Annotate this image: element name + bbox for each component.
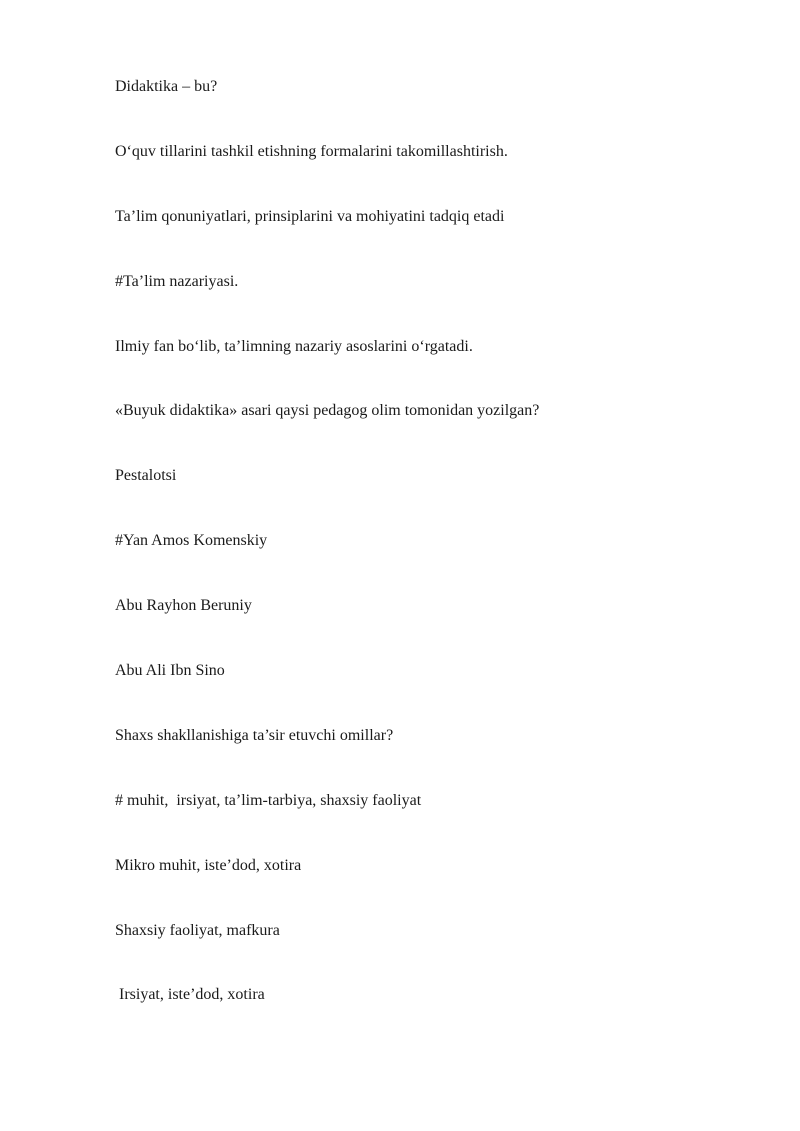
correct-answer-option: # muhit, irsiyat, ta’lim-tarbiya, shaxsiy faoliyat — [115, 791, 422, 809]
question-3: Shaxs shakllanishiga ta’sir etuvchi omillar? — [115, 726, 394, 744]
answer-option: Pestalotsi — [115, 467, 177, 485]
correct-answer-option: #Yan Amos Komenskiy — [115, 532, 268, 550]
answer-option: Shaxsiy faoliyat, mafkura — [115, 921, 280, 939]
answer-option: Irsiyat, iste’dod, xotira — [115, 986, 265, 1004]
document-lines — [115, 76, 755, 1049]
answer-option: Abu Rayhon Beruniy — [115, 597, 252, 615]
question-1: Didaktika – bu? — [115, 78, 218, 95]
answer-option: Mikro muhit, iste’dod, xotira — [115, 856, 302, 874]
correct-answer-option: #Ta’lim nazariyasi. — [115, 272, 239, 290]
answer-option: Ta’lim qonuniyatlari, prinsiplarini va mohiyatini tadqiq etadi — [115, 207, 505, 225]
answer-option: Abu Ali Ibn Sino — [115, 662, 225, 680]
question-2: «Buyuk didaktika» asari qaysi pedagog olim tomonidan yozilgan? — [115, 402, 540, 420]
answer-option: Ilmiy fan bo‘lib, ta’limning nazariy asoslarini o‘rgatadi. — [115, 337, 473, 355]
answer-option: O‘quv tillarini tashkil etishning formalarini takomillashtirish. — [115, 142, 508, 160]
